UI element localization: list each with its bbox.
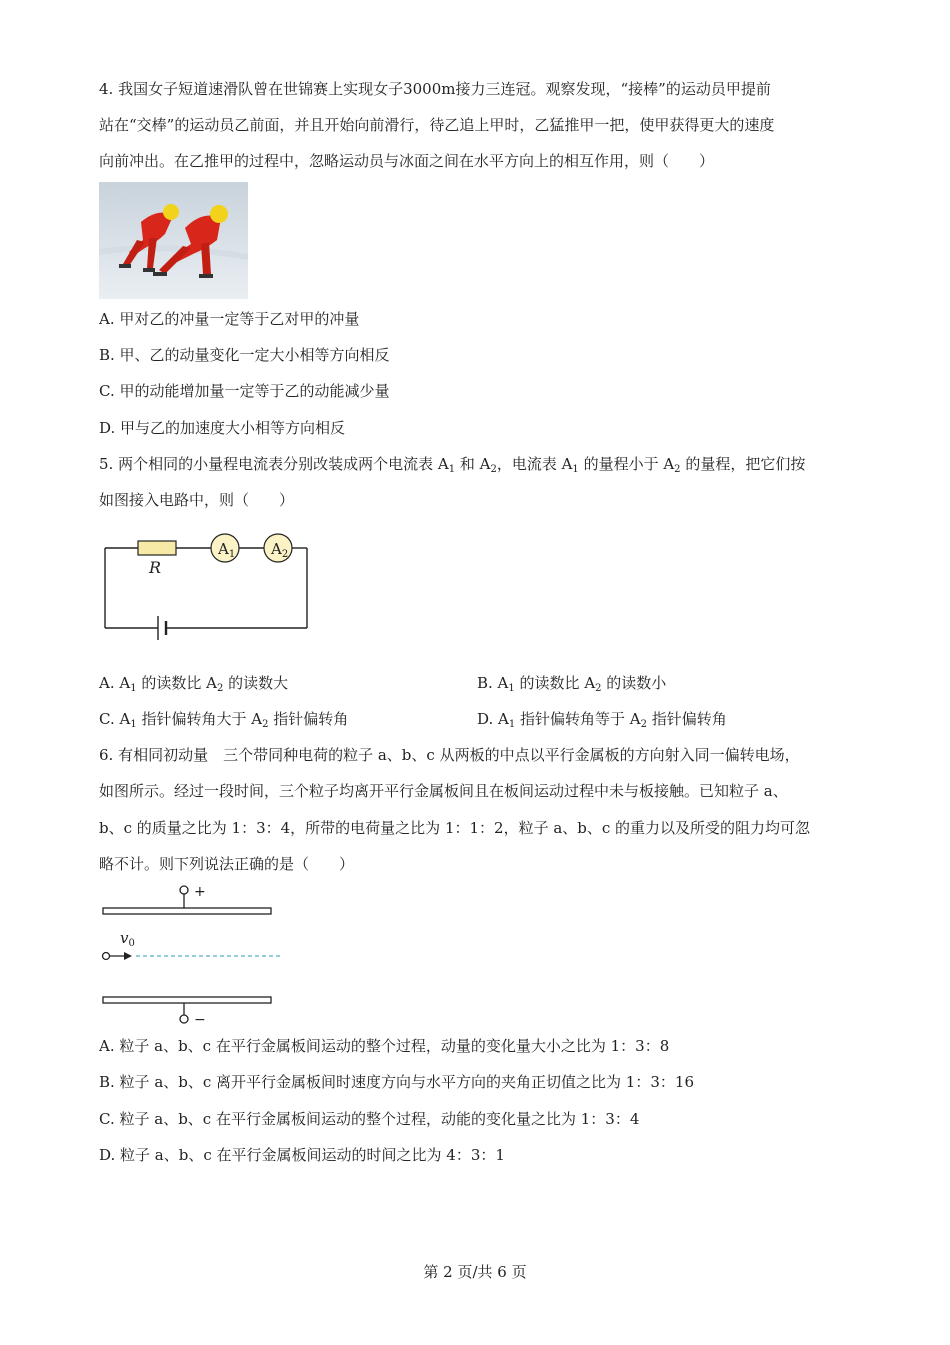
q4-option-d: D. 甲与乙的加速度大小相等方向相反 [99, 419, 346, 437]
q4-line-1: 4. 我国女子短道速滑队曾在世锦赛上实现女子3000m接力三连冠。观察发现，“接棒”的运动员甲提前 [99, 80, 771, 98]
deflection-field-diagram [98, 882, 288, 1027]
velocity-arrow [124, 952, 132, 960]
page-footer: 第 2 页/共 6 页 [423, 1263, 527, 1281]
ammeter-a1-label: $A_1$ [218, 540, 236, 560]
q6-option-c: C. 粒子 a、b、c 在平行金属板间运动的整个过程，动能的变化量之比为 1：3：4 [99, 1110, 640, 1128]
q4-option-c: C. 甲的动能增加量一定等于乙的动能减少量 [99, 382, 390, 400]
circuit-diagram [100, 532, 315, 644]
q5-option-a: A. $A_1$ 的读数比 $A_2$ 的读数大 [99, 674, 289, 694]
v0-label: $v_0$ [120, 929, 135, 949]
q5-line-2: 如图接入电路中，则（ ） [99, 491, 295, 509]
ammeter-a2-label: $A_2$ [271, 540, 289, 560]
q4-line-2: 站在“交棒”的运动员乙前面，并且开始向前滑行，待乙追上甲时，乙猛推甲一把，使甲获得更大的速度 [99, 116, 775, 134]
q6-line-3: b、c 的质量之比为 1：3：4，所带的电荷量之比为 1：1：2，粒子 a、b、c 的重力以及所受的阻力均可忽 [99, 819, 811, 837]
q4-option-b: B. 甲、乙的动量变化一定大小相等方向相反 [99, 346, 390, 364]
q6-line-2: 如图所示。经过一段时间，三个粒子均离开平行金属板间且在板间运动过程中未与板接触。已知粒子 a、 [99, 782, 788, 800]
q6-line-1: 6. 有相同初动量 三个带同种电荷的粒子 a、b、c 从两板的中点以平行金属板的方向射入同一偏转电场， [99, 746, 800, 764]
q6-option-a: A. 粒子 a、b、c 在平行金属板间运动的整个过程，动量的变化量大小之比为 1：3：8 [99, 1037, 670, 1055]
resistor-label: R [149, 558, 162, 577]
q6-option-b: B. 粒子 a、b、c 离开平行金属板间时速度方向与水平方向的夹角正切值之比为 1：3：16 [99, 1073, 694, 1091]
q5-line-1: 5. 两个相同的小量程电流表分别改装成两个电流表 $A_1$ 和 $A_2$，电流表 $A_1$ 的量程小于 $A_2$ 的量程，把它们按 [99, 455, 806, 475]
q6-option-d: D. 粒子 a、b、c 在平行金属板间运动的时间之比为 4：3：1 [99, 1146, 505, 1164]
q4-option-a: A. 甲对乙的冲量一定等于乙对甲的冲量 [99, 310, 360, 328]
minus-terminal-label: − [194, 1012, 206, 1027]
q5-option-c: C. $A_1$ 指针偏转角大于 $A_2$ 指针偏转角 [99, 710, 349, 730]
plus-terminal-label: + [194, 884, 206, 900]
q5-option-d: D. $A_1$ 指针偏转角等于 $A_2$ 指针偏转角 [477, 710, 727, 730]
q6-line-4: 略不计。则下列说法正确的是（ ） [99, 855, 355, 873]
speed-skaters-photo [99, 182, 248, 299]
q4-line-3: 向前冲出。在乙推甲的过程中，忽略运动员与冰面之间在水平方向上的相互作用，则（ ） [99, 152, 715, 170]
q5-option-b: B. $A_1$ 的读数比 $A_2$ 的读数小 [477, 674, 667, 694]
resistor [138, 541, 176, 555]
